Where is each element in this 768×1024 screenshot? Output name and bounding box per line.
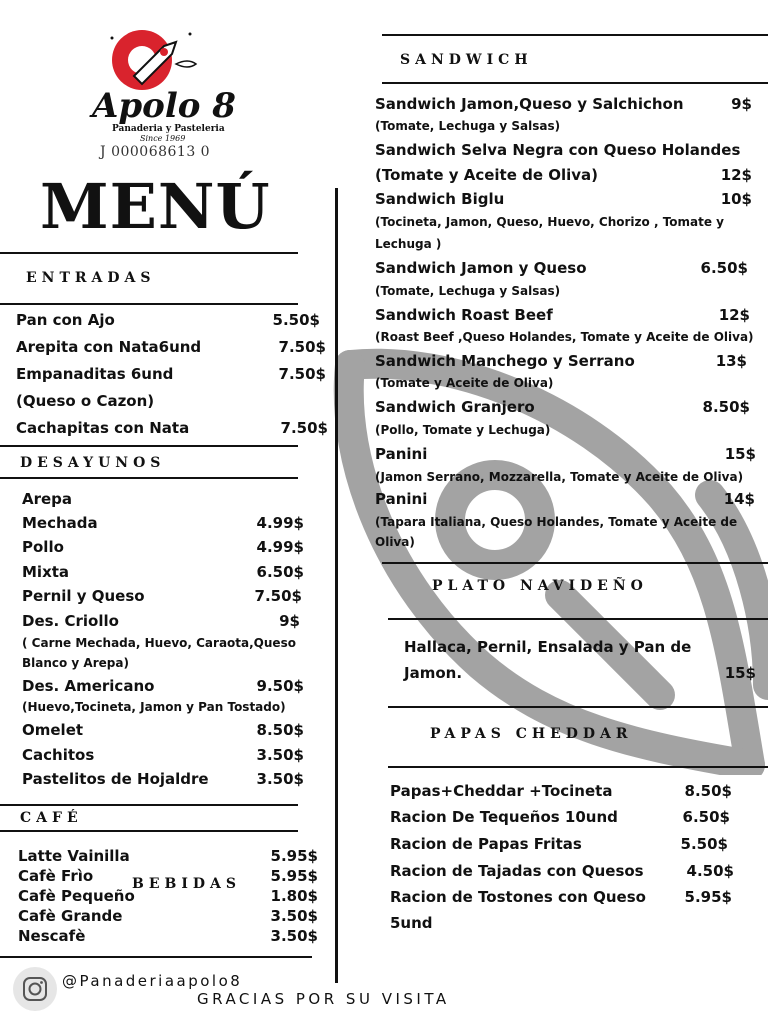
menu-item-name: Cafè Pequeño [18, 887, 135, 905]
section-title-sandwich: SANDWICH [400, 52, 533, 68]
menu-item-price: 4.99$ [256, 538, 304, 556]
menu-item-price: 9$ [279, 612, 300, 630]
menu-item-price: 1.80$ [270, 887, 318, 905]
divider [0, 830, 298, 832]
thanks-message: GRACIAS POR SU VISITA [197, 990, 450, 1008]
brand-since: Since 1969 [140, 134, 186, 143]
menu-item-name: Panini [375, 490, 428, 508]
menu-item-name: Pan con Ajo [16, 311, 115, 329]
menu-item-price: 5.50$ [680, 835, 728, 853]
menu-item-name: Arepita con Nata6und [16, 338, 202, 356]
menu-item-price: 5.50$ [272, 311, 320, 329]
menu-item-price: 5.95$ [684, 888, 732, 906]
menu-item-name: Mechada [22, 514, 98, 532]
brand-subtitle: Panaderia y Pasteleria [112, 124, 225, 134]
menu-title: MENÚ [40, 170, 271, 243]
menu-item-name: Panini [375, 445, 428, 463]
section-title-papas-cheddar: PAPAS CHEDDAR [430, 726, 633, 742]
divider [388, 706, 768, 708]
menu-item-price: 8.50$ [256, 721, 304, 739]
menu-item-price: 4.50$ [686, 862, 734, 880]
menu-item-name: Pollo [22, 538, 64, 556]
menu-item-name: Racion de Tajadas con Quesos [390, 862, 644, 880]
menu-item-name: Cafè Grande [18, 907, 123, 925]
menu-item-price: 3.50$ [270, 907, 318, 925]
menu-item-note: Lechuga ) [375, 237, 442, 251]
menu-item-price: 12$ [720, 166, 752, 184]
menu-item-name: Cachitos [22, 746, 95, 764]
menu-item-price: 10$ [720, 190, 752, 208]
menu-item-name: Des. Criollo [22, 612, 119, 630]
menu-item-price: 15$ [724, 664, 756, 682]
column-divider [335, 188, 338, 983]
menu-item-price: 9$ [731, 95, 752, 113]
divider [0, 445, 298, 447]
menu-item-price: 12$ [718, 306, 750, 324]
menu-item-price: 3.50$ [270, 927, 318, 945]
menu-item-price: 14$ [723, 490, 755, 508]
menu-item-note: (Pollo, Tomate y Lechuga) [375, 423, 551, 437]
menu-item-note: (Tomate, Lechuga y Salsas) [375, 119, 561, 133]
menu-item-name: Omelet [22, 721, 84, 739]
menu-item-name: 5und [390, 914, 433, 932]
menu-item-name: (Tomate y Aceite de Oliva) [375, 166, 599, 184]
section-title-plato-navideno: PLATO NAVIDEÑO [432, 578, 648, 594]
menu-item-note: (Jamon Serrano, Mozzarella, Tomate y Aceite de Oliva) [375, 470, 744, 484]
menu-item-name: Racion De Tequeños 10und [390, 808, 618, 826]
divider [388, 618, 768, 620]
menu-item-name: Nescafè [18, 927, 86, 945]
section-title-cafe: CAFÉ [20, 810, 83, 826]
menu-item-note: Blanco y Arepa) [22, 656, 129, 670]
menu-item-price: 8.50$ [684, 782, 732, 800]
menu-item-note: (Tapara Italiana, Queso Holandes, Tomate y Aceite de [375, 515, 738, 529]
menu-item-name: Des. Americano [22, 677, 155, 695]
divider [0, 956, 312, 958]
menu-item-name: Empanaditas 6und [16, 365, 174, 383]
divider [0, 252, 298, 254]
menu-item-name: Sandwich Granjero [375, 398, 535, 416]
menu-item-name: Racion de Papas Fritas [390, 835, 582, 853]
menu-item-note: (Tomate y Aceite de Oliva) [375, 376, 554, 390]
menu-item-note: ( Carne Mechada, Huevo, Caraota,Queso [22, 636, 296, 650]
menu-item-price: 7.50$ [278, 338, 326, 356]
menu-item-price: 7.50$ [254, 587, 302, 605]
menu-item-price: 7.50$ [278, 365, 326, 383]
menu-item-price: 3.50$ [256, 770, 304, 788]
menu-item-price: 8.50$ [702, 398, 750, 416]
menu-item-name: Sandwich Selva Negra con Queso Holandes [375, 141, 741, 159]
menu-item-price: 5.95$ [270, 847, 318, 865]
menu-item-name: Pernil y Queso [22, 587, 145, 605]
divider [382, 34, 768, 36]
section-title-desayunos: DESAYUNOS [20, 455, 166, 471]
divider [0, 804, 298, 806]
menu-item-name: Racion de Tostones con Queso [390, 888, 646, 906]
menu-item-name: Sandwich Jamon y Queso [375, 259, 587, 277]
menu-item-note: (Tocineta, Jamon, Queso, Huevo, Chorizo , Tomate y [375, 215, 725, 229]
menu-item-note: (Tomate, Lechuga y Salsas) [375, 284, 561, 298]
menu-item-price: 5.95$ [270, 867, 318, 885]
menu-item-name: Sandwich Manchego y Serrano [375, 352, 635, 370]
menu-item-name: Hallaca, Pernil, Ensalada y Pan de [404, 638, 692, 656]
menu-item-note: (Huevo,Tocineta, Jamon y Pan Tostado) [22, 700, 286, 714]
divider [388, 766, 768, 768]
menu-item-price: 6.50$ [256, 563, 304, 581]
menu-item-price: 9.50$ [256, 677, 304, 695]
menu-item-price: 7.50$ [280, 419, 328, 437]
menu-item-name: Mixta [22, 563, 70, 581]
menu-item-price: 6.50$ [700, 259, 748, 277]
instagram-icon[interactable] [12, 966, 58, 1012]
menu-item-name: Cachapitas con Nata [16, 419, 190, 437]
menu-item-name: (Queso o Cazon) [16, 392, 155, 410]
menu-item-name: Sandwich Jamon,Queso y Salchichon [375, 95, 684, 113]
brand-name: Apolo 8 [92, 86, 236, 126]
social-handle[interactable]: @Panaderiaapolo8 [62, 972, 243, 990]
menu-item-note: Oliva) [375, 535, 415, 549]
menu-item-name: Pastelitos de Hojaldre [22, 770, 209, 788]
menu-item-price: 6.50$ [682, 808, 730, 826]
menu-item-note: (Roast Beef ,Queso Holandes, Tomate y Aceite de Oliva) [375, 330, 754, 344]
menu-item-name: Cafè Frìo [18, 867, 94, 885]
menu-subheading: Arepa [22, 490, 73, 508]
menu-item-price: 3.50$ [256, 746, 304, 764]
rif-number: J 000068613 0 [100, 144, 211, 160]
menu-item-price: 15$ [724, 445, 756, 463]
section-title-entradas: ENTRADAS [26, 270, 156, 286]
menu-item-name: Latte Vainilla [18, 847, 130, 865]
divider [382, 82, 768, 84]
menu-item-name: Sandwich Biglu [375, 190, 505, 208]
menu-item-name: Papas+Cheddar +Tocineta [390, 782, 613, 800]
section-title-bebidas: BEBIDAS [132, 876, 241, 892]
divider [0, 303, 298, 305]
menu-item-name: Sandwich Roast Beef [375, 306, 553, 324]
menu-item-name: Jamon. [404, 664, 463, 682]
menu-item-price: 4.99$ [256, 514, 304, 532]
divider [382, 562, 768, 564]
divider [0, 477, 298, 479]
menu-item-price: 13$ [715, 352, 747, 370]
